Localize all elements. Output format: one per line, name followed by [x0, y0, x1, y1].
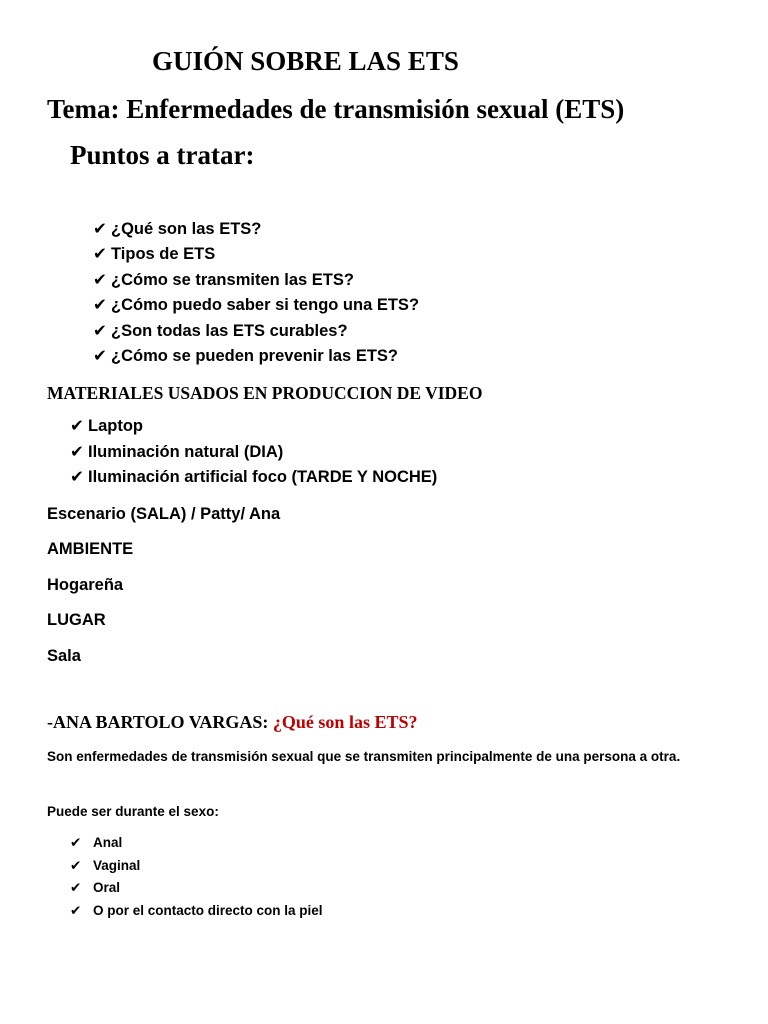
check-icon: ✔ — [93, 270, 107, 289]
check-icon: ✔ — [70, 835, 82, 850]
points-heading: Puntos a tratar: — [70, 140, 255, 170]
list-item — [70, 832, 323, 855]
mode-text: Oral — [93, 880, 121, 895]
material-text: Iluminación artificial foco (TARDE Y NOCHE) — [88, 468, 438, 486]
ambient-value: Hogareña — [47, 576, 124, 594]
list-item — [70, 877, 323, 900]
materials-list — [70, 414, 437, 491]
check-icon: ✔ — [93, 220, 107, 238]
topic-heading: Tema: Enfermedades de transmisión sexual (ETS) — [47, 94, 625, 124]
document-title: GUIÓN SOBRE LAS ETS — [152, 46, 459, 76]
point-text: ¿Cómo se transmiten las ETS? — [111, 270, 354, 289]
points-list — [93, 217, 419, 369]
place-label: LUGAR — [47, 611, 106, 629]
check-icon: ✔ — [70, 857, 82, 873]
point-text: ¿Cómo se pueden prevenir las ETS? — [111, 346, 398, 365]
mode-text: Vaginal — [93, 857, 141, 873]
point-text: ¿Qué son las ETS? — [111, 220, 262, 238]
check-icon: ✔ — [70, 902, 82, 918]
check-icon: ✔ — [93, 321, 107, 340]
check-icon: ✔ — [93, 245, 107, 264]
transmission-modes-list — [70, 832, 323, 922]
check-icon: ✔ — [70, 442, 84, 461]
list-item — [93, 268, 419, 293]
scenario-line: Escenario (SALA) / Patty/ Ana — [47, 505, 281, 523]
list-item — [70, 900, 323, 923]
check-icon: ✔ — [70, 880, 82, 895]
answer-subheading: Puede ser durante el sexo: — [47, 804, 219, 819]
check-icon: ✔ — [93, 346, 107, 365]
point-text: ¿Son todas las ETS curables? — [111, 321, 348, 340]
list-item — [93, 217, 419, 242]
materials-heading: MATERIALES USADOS EN PRODUCCION DE VIDEO — [47, 383, 483, 403]
speaker-name: -ANA BARTOLO VARGAS: — [47, 712, 269, 732]
check-icon: ✔ — [70, 417, 84, 435]
list-item — [70, 440, 437, 466]
list-item — [93, 344, 419, 369]
material-text: Laptop — [88, 417, 143, 435]
list-item — [70, 465, 437, 491]
point-text: Tipos de ETS — [111, 245, 216, 264]
list-item — [70, 855, 323, 878]
list-item — [93, 242, 419, 267]
check-icon: ✔ — [93, 296, 107, 315]
mode-text: O por el contacto directo con la piel — [93, 902, 323, 918]
point-text: ¿Cómo puedo saber si tengo una ETS? — [111, 296, 420, 315]
speaker-question: ¿Qué son las ETS? — [272, 712, 418, 732]
speaker-line — [47, 710, 417, 734]
list-item — [93, 293, 419, 318]
mode-text: Anal — [93, 835, 123, 850]
list-item — [70, 414, 437, 440]
material-text: Iluminación natural (DIA) — [88, 442, 284, 461]
place-value: Sala — [47, 647, 81, 665]
answer-paragraph: Son enfermedades de transmisión sexual que se transmiten principalmente de una persona a otra. — [47, 749, 681, 764]
ambient-label: AMBIENTE — [47, 540, 134, 558]
check-icon: ✔ — [70, 468, 84, 486]
list-item — [93, 319, 419, 344]
